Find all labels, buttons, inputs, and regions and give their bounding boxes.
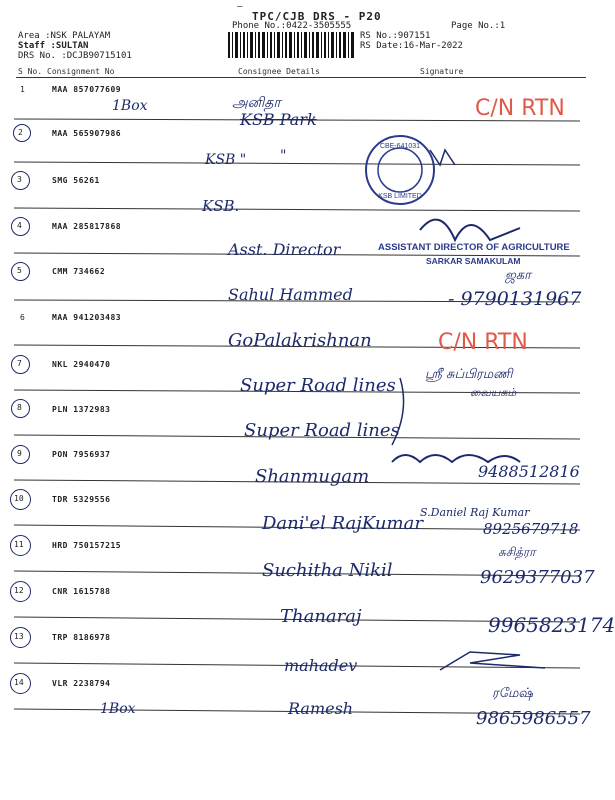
row-11-consignment: HRD 750157215	[52, 541, 122, 550]
rs-date: RS Date:16-Mar-2022	[360, 41, 463, 51]
row-1-consignee: அனிதா	[232, 95, 281, 111]
col-consignee: Consignee Details	[238, 67, 320, 76]
row-4-sno: 4	[17, 221, 22, 230]
row-7-signature-2: வையகம்	[470, 386, 517, 399]
row-8-consignee: Super Road lines	[244, 420, 400, 441]
row-9-consignment: PON 7956937	[52, 450, 111, 459]
row-13-consignee: mahadev	[284, 656, 358, 675]
row-12-consignee: Thanaraj	[280, 606, 362, 627]
area-label: Area :NSK PALAYAM	[18, 31, 111, 41]
row-8-sno: 8	[17, 403, 22, 412]
row-10-consignment: TDR 5329556	[52, 495, 111, 504]
row-6-consignment: MAA 941203483	[52, 313, 122, 322]
agri-stamp-line1: ASSISTANT DIRECTOR OF AGRICULTURE	[378, 242, 570, 253]
row-11-phone: 9629377037	[480, 567, 595, 588]
rs-number: RS No.:907151	[360, 31, 431, 41]
row-1-sno: 1	[20, 85, 25, 94]
row-14-signature: ரமேஷ்	[492, 686, 533, 701]
row-7-consignee: Super Road lines	[240, 375, 396, 396]
report-title: TPC/CJB DRS - P20	[252, 10, 382, 23]
row-4-consignment: MAA 285817868	[52, 222, 122, 231]
row-12-phone: 9965823174	[488, 613, 615, 637]
page-number: Page No.:1	[451, 21, 506, 31]
row-5-phone: - 9790131967	[448, 288, 582, 310]
row-13-consignment: TRP 8186978	[52, 633, 111, 642]
row-13-sno: 13	[14, 632, 24, 641]
staff-label: Staff :SULTAN	[18, 41, 89, 51]
row-2-consignment: MAA 565907986	[52, 129, 122, 138]
row-1-box-note: 1Box	[112, 98, 148, 114]
row-11-consignee: Suchitha Nikil	[262, 560, 393, 581]
row-14-consignment: VLR 2238794	[52, 679, 111, 688]
row-11-signature: சுசித்ரா	[498, 545, 536, 559]
row-4-consignee: Asst. Director	[228, 240, 341, 259]
row-10-sno: 10	[14, 494, 24, 503]
row-10-consignee: Dani'el RajKumar	[262, 513, 423, 534]
row-12-sno: 12	[14, 586, 24, 595]
col-consignment: Consignment No	[47, 67, 115, 76]
row-2-consignee: KSB "	[205, 152, 247, 168]
row-11-sno: 11	[14, 540, 24, 549]
row-7-consignment: NKL 2940470	[52, 360, 111, 369]
row-10-signature: S.Daniel Raj Kumar	[420, 506, 530, 519]
row-1-return-mark: C/N RTN	[475, 96, 565, 121]
row-14-sno: 14	[14, 678, 24, 687]
row-3-consignee: KSB.	[202, 197, 240, 215]
row-9-phone: 9488512816	[478, 462, 580, 481]
col-signature: Signature	[420, 67, 464, 76]
row-5-consignee: Sahul Hammed	[228, 285, 353, 304]
row-7-signature: ஸ்ரீ சுப்பிரமணி	[425, 367, 513, 382]
agri-stamp-line2: SARKAR SAMAKULAM	[426, 256, 521, 266]
row-2-sno: 2	[18, 128, 23, 137]
row-1-struck-name: KSB Park	[240, 110, 317, 129]
row-10-phone: 8925679718	[483, 520, 579, 538]
row-14-phone: 9865986557	[476, 708, 591, 729]
row-5-signature: ஜகா	[505, 268, 531, 283]
row-1-consignment: MAA 857077609	[52, 85, 122, 94]
row-14-consignee: Ramesh	[288, 699, 354, 718]
row-3-sno: 3	[17, 175, 22, 184]
top-mark: —	[237, 2, 243, 12]
row-9-sno: 9	[17, 449, 22, 458]
row-2-ditto: "	[280, 148, 287, 164]
row-6-return-mark: C/N RTN	[438, 330, 528, 355]
row-12-consignment: CNR 1615788	[52, 587, 111, 596]
row-3-consignment: SMG 56261	[52, 176, 100, 185]
row-14-box-note: 1Box	[100, 701, 136, 717]
stamp-bottom-text: KSB LIMITED	[378, 193, 422, 200]
stamp-top-text: CBE-641031	[379, 143, 421, 150]
row-9-consignee: Shanmugam	[255, 466, 370, 487]
drs-number: DRS No. :DCJB90715101	[18, 51, 132, 61]
row-6-sno: 6	[20, 313, 25, 322]
phone-number: Phone No.:0422-3505555	[232, 21, 352, 31]
row-7-sno: 7	[17, 359, 22, 368]
row-5-consignment: CMM 734662	[52, 267, 106, 276]
row-6-consignee: GoPalakrishnan	[228, 330, 372, 351]
col-sno: S No.	[18, 67, 43, 76]
ksb-round-stamp	[360, 130, 440, 210]
row-8-consignment: PLN 1372983	[52, 405, 111, 414]
row-5-sno: 5	[17, 266, 22, 275]
